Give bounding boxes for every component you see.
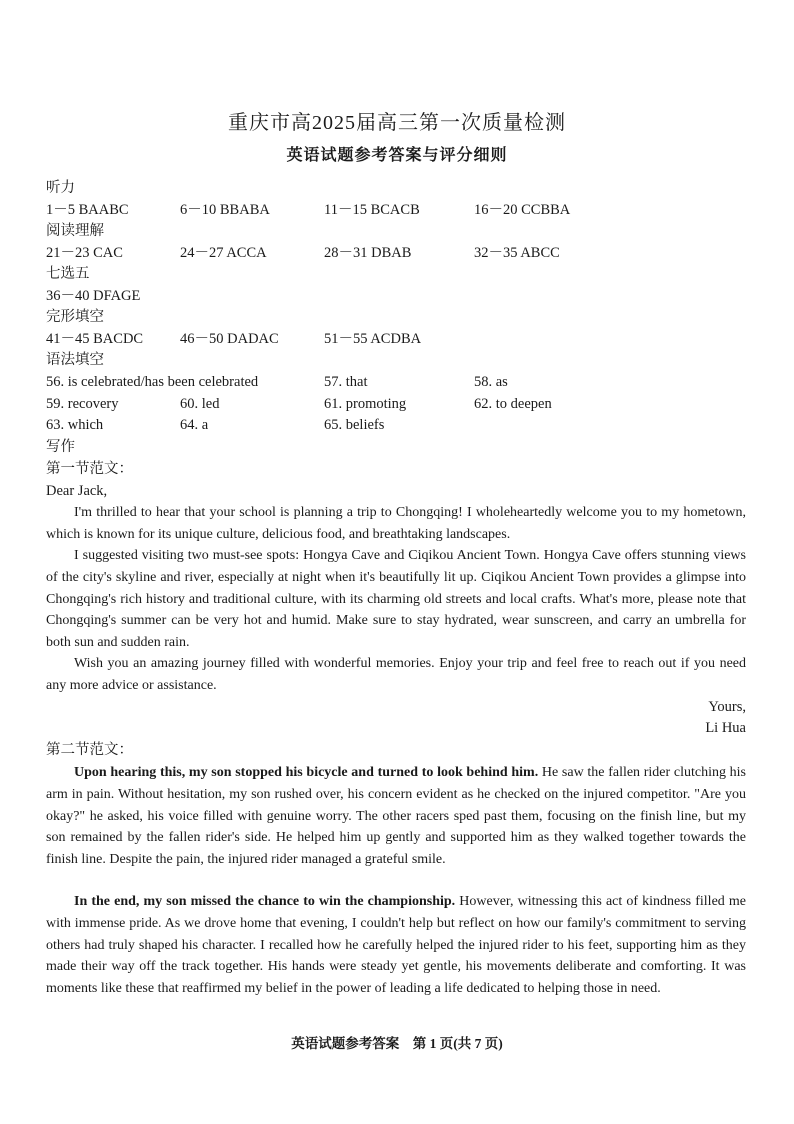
story-paragraph-2-lead: In the end, my son missed the chance to win the championship. bbox=[74, 894, 456, 909]
letter-paragraph-1: I'm thrilled to hear that your school is planning a trip to Chongqing! I wholeheartedly welcome you to my hometown, which is known for its unique culture, delicious food, and breathtaking landscapes. bbox=[46, 505, 746, 542]
answer-row-grammar-2 bbox=[46, 394, 746, 414]
story-paragraph-2 bbox=[46, 891, 746, 1000]
answer-row-grammar-3 bbox=[46, 415, 746, 435]
story-paragraph-2-body: However, witnessing this act of kindness filled me with immense pride. As we drove home that evening, I couldn't help but reflect on how our family's commitment to serving others had truly shaped his character. I recalled how he carefully helped the injured rider to his feet, supporting him as they made their way off the track together. His hands were steady yet gentle, his movements deliberate and comforting. It was moments like these that reaffirmed my belief in the power of leading a life dedicated to helping those in need. bbox=[46, 894, 746, 997]
answer-group: 6－10 BBABA bbox=[180, 202, 270, 218]
letter-greeting: Dear Jack, bbox=[46, 483, 108, 499]
section-heading-seven-choose-five: 七选五 bbox=[46, 266, 90, 282]
answer-row-grammar-1 bbox=[46, 372, 746, 392]
answer-group: 16－20 CCBBA bbox=[474, 202, 571, 218]
document-title: 重庆市高2025届高三第一次质量检测 bbox=[228, 112, 566, 134]
answer-row-cloze bbox=[46, 329, 746, 349]
answer-group: 28－31 DBAB bbox=[324, 245, 412, 261]
answer-item: 63. which bbox=[46, 417, 104, 433]
document-subtitle: 英语试题参考答案与评分细则 bbox=[286, 147, 508, 164]
answer-item: 58. as bbox=[474, 374, 508, 390]
answer-item: 65. beliefs bbox=[324, 417, 385, 433]
answer-item: 56. is celebrated/has been celebrated bbox=[46, 374, 259, 390]
section-heading-cloze: 完形填空 bbox=[46, 309, 104, 325]
answer-item: 60. led bbox=[180, 396, 220, 412]
answer-group: 36－40 DFAGE bbox=[46, 288, 141, 304]
answer-group: 46－50 DADAC bbox=[180, 331, 279, 347]
answer-group: 24－27 ACCA bbox=[180, 245, 267, 261]
answer-item: 57. that bbox=[324, 374, 368, 390]
answer-row-reading bbox=[46, 243, 746, 263]
answer-row-seven-choose-five bbox=[46, 286, 746, 306]
answer-group: 11－15 BCACB bbox=[324, 202, 420, 218]
answer-item: 61. promoting bbox=[324, 396, 407, 412]
story-paragraph-1-body: He saw the fallen rider clutching his arm in pain. Without hesitation, my son rushed over, his concern evident as he checked on the injured competitor. "Are you okay?" he asked, his voice filled with genuine worry. The other racers sped past them, focusing on the finish line, but my son remained by the fallen rider's side. He helped him up gently and supported him as they walked together towards the finish line. Despite the pain, the injured rider managed a grateful smile. bbox=[46, 765, 746, 868]
letter-paragraph-2: I suggested visiting two must-see spots: Hongya Cave and Ciqikou Ancient Town. Hongya Cave offers stunning views of the city's skyline and river, especially at night when it's beautifully lit up. Ciqikou Ancient Town provides a glimpse into Chongqing's rich history and traditional culture, with its charming old streets and local crafts. What's more, please note that Chongqing's summer can be very hot and humid. Make sure to stay hydrated, wear sunscreen, and carry an umbrella for both sun and sudden rain. bbox=[46, 548, 746, 651]
answer-item: 64. a bbox=[180, 417, 209, 433]
section1-heading: 第一节范文： bbox=[46, 461, 133, 477]
letter-signature: Li Hua bbox=[705, 720, 746, 736]
section-heading-reading: 阅读理解 bbox=[46, 223, 104, 239]
page-footer: 英语试题参考答案 第 1 页(共 7 页) bbox=[291, 1036, 503, 1051]
section-heading-grammar: 语法填空 bbox=[46, 352, 104, 368]
answer-group: 32－35 ABCC bbox=[474, 245, 560, 261]
answer-group: 41－45 BACDC bbox=[46, 331, 144, 347]
answer-group: 51－55 ACDBA bbox=[324, 331, 422, 347]
answer-group: 21－23 CAC bbox=[46, 245, 123, 261]
story-paragraph-1 bbox=[46, 762, 746, 871]
section2-heading: 第二节范文： bbox=[46, 742, 133, 758]
letter-paragraph-3: Wish you an amazing journey filled with wonderful memories. Enjoy your trip and feel free to reach out if you need any more advice or assistance. bbox=[46, 656, 746, 693]
letter-closing: Yours, bbox=[708, 699, 746, 715]
answer-item: 59. recovery bbox=[46, 396, 119, 412]
answer-row-listening bbox=[46, 200, 746, 220]
story-paragraph-1-lead: Upon hearing this, my son stopped his bicycle and turned to look behind him. bbox=[74, 765, 539, 780]
answer-group: 1－5 BAABC bbox=[46, 202, 129, 218]
answer-item: 62. to deepen bbox=[474, 396, 552, 412]
section-heading-listening: 听力 bbox=[46, 180, 75, 196]
section-heading-writing: 写作 bbox=[46, 439, 75, 455]
